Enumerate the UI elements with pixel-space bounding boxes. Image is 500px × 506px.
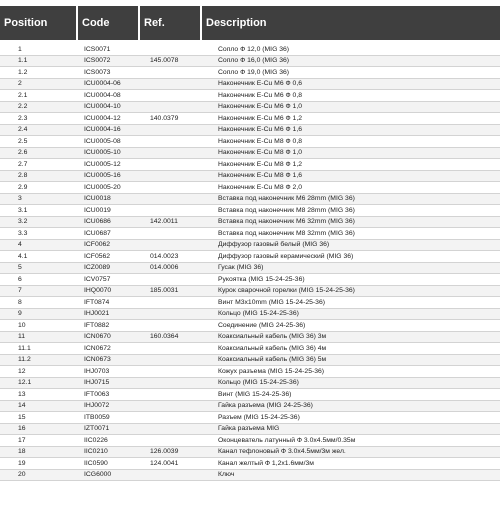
- table-row: [0, 113, 500, 125]
- cell-code: ICU0004-16: [84, 126, 121, 134]
- cell-position: 3: [18, 195, 22, 203]
- table-row: [0, 389, 500, 401]
- cell-description: Вставка под наконечник M6 32mm (MIG 36): [218, 218, 355, 226]
- table-row: [0, 217, 500, 229]
- cell-code: ICS0071: [84, 45, 111, 53]
- cell-code: IIC0590: [84, 459, 108, 467]
- cell-position: 15: [18, 413, 26, 421]
- table-row: [0, 309, 500, 321]
- table-row: [0, 447, 500, 459]
- cell-code: ICN0670: [84, 333, 111, 341]
- cell-description: Ключ: [218, 471, 235, 479]
- cell-position: 1: [18, 45, 22, 53]
- cell-position: 2.5: [18, 137, 28, 145]
- cell-description: Коаксиальный кабель (MIG 36) 5м: [218, 356, 327, 364]
- table-row: [0, 320, 500, 332]
- cell-position: 13: [18, 390, 26, 398]
- table-row: [0, 297, 500, 309]
- parts-table: [0, 6, 500, 481]
- cell-position: 20: [18, 471, 26, 479]
- cell-ref: 185.0031: [150, 287, 179, 295]
- cell-description: Оконцеватель латунный Ф 3.0x4.5мм/0.35м: [218, 436, 356, 444]
- table-row: [0, 182, 500, 194]
- table-row: [0, 470, 500, 482]
- header-code: Code: [78, 6, 140, 40]
- table-row: [0, 366, 500, 378]
- cell-position: 8: [18, 298, 22, 306]
- cell-code: ICN0673: [84, 356, 111, 364]
- table-row: [0, 159, 500, 171]
- table-row: [0, 332, 500, 344]
- cell-description: Сопло Ф 12,0 (MIG 36): [218, 45, 290, 53]
- cell-ref: 142.0011: [150, 218, 178, 226]
- cell-position: 12: [18, 367, 26, 375]
- cell-position: 7: [18, 287, 22, 295]
- cell-position: 2.6: [18, 149, 28, 157]
- cell-code: ICF0562: [84, 252, 111, 260]
- cell-position: 2.8: [18, 172, 28, 180]
- cell-code: ICU0005-12: [84, 160, 121, 168]
- cell-ref: 140.0379: [150, 114, 179, 122]
- cell-code: ICN0672: [84, 344, 111, 352]
- cell-code: IHJ0072: [84, 402, 110, 410]
- cell-description: Кольцо (MIG 15-24-25-36): [218, 379, 299, 387]
- cell-code: ICG6000: [84, 471, 112, 479]
- table-header: [0, 6, 500, 40]
- cell-code: ICU0004-10: [84, 103, 121, 111]
- cell-position: 3.2: [18, 218, 28, 226]
- cell-position: 3.3: [18, 229, 28, 237]
- cell-description: Наконечник E-Cu M8 Ф 1,0: [218, 149, 302, 157]
- cell-code: ICU0005-20: [84, 183, 121, 191]
- cell-description: Наконечник E-Cu M6 Ф 1,6: [218, 126, 302, 134]
- cell-code: ICU0004-06: [84, 80, 121, 88]
- cell-description: Гусак (MIG 36): [218, 264, 264, 272]
- cell-description: Вставка под наконечник M6 28mm (MIG 36): [218, 195, 355, 203]
- table-row: [0, 401, 500, 413]
- header-description: Description: [202, 6, 500, 40]
- cell-position: 11: [18, 333, 26, 341]
- cell-description: Канал тефлоновый Ф 3.0x4.5мм/3м жел.: [218, 448, 346, 456]
- cell-description: Рукоятка (MIG 15-24-25-36): [218, 275, 305, 283]
- table-row: [0, 424, 500, 436]
- cell-description: Вставка под наконечник M8 28mm (MIG 36): [218, 206, 355, 214]
- cell-position: 4.1: [18, 252, 28, 260]
- table-row: [0, 67, 500, 79]
- cell-code: ICU0004-08: [84, 91, 121, 99]
- table-row: [0, 263, 500, 275]
- cell-code: ICU0005-08: [84, 137, 121, 145]
- cell-description: Коаксиальный кабель (MIG 36) 4м: [218, 344, 327, 352]
- cell-code: ICU0005-16: [84, 172, 121, 180]
- table-row: [0, 435, 500, 447]
- table-row: [0, 205, 500, 217]
- header-position: Position: [0, 6, 78, 40]
- cell-description: Кольцо (MIG 15-24-25-36): [218, 310, 299, 318]
- cell-description: Наконечник E-Cu M6 Ф 0,8: [218, 91, 302, 99]
- table-row: [0, 194, 500, 206]
- cell-description: Кожух разъема (MIG 15-24-25-36): [218, 367, 325, 375]
- cell-code: IFT0882: [84, 321, 110, 329]
- table-row: [0, 274, 500, 286]
- cell-position: 2: [18, 80, 22, 88]
- cell-description: Наконечник E-Cu M6 Ф 1,2: [218, 114, 302, 122]
- cell-description: Вставка под наконечник M8 32mm (MIG 36): [218, 229, 355, 237]
- cell-code: IHJ0021: [84, 310, 110, 318]
- cell-code: IHJ0715: [84, 379, 110, 387]
- cell-code: ICU0686: [84, 218, 111, 226]
- cell-code: IFT0063: [84, 390, 110, 398]
- table-body: [0, 44, 500, 481]
- cell-code: IFT0874: [84, 298, 110, 306]
- table-row: [0, 412, 500, 424]
- cell-description: Наконечник E-Cu M6 Ф 1,0: [218, 103, 302, 111]
- cell-description: Винт (MIG 15-24-25-36): [218, 390, 292, 398]
- cell-description: Канал желтый Ф 1,2x1.6мм/3м: [218, 459, 314, 467]
- cell-description: Диффузор газовый белый (MIG 36): [218, 241, 330, 249]
- table-row: [0, 44, 500, 56]
- cell-position: 16: [18, 425, 26, 433]
- cell-position: 2.1: [18, 91, 28, 99]
- cell-ref: 014.0006: [150, 264, 179, 272]
- cell-description: Наконечник E-Cu M8 Ф 1,6: [218, 172, 302, 180]
- cell-position: 18: [18, 448, 26, 456]
- cell-code: ICU0004-12: [84, 114, 121, 122]
- cell-description: Наконечник E-Cu M8 Ф 0,8: [218, 137, 302, 145]
- cell-code: ITB0059: [84, 413, 110, 421]
- cell-position: 14: [18, 402, 26, 410]
- cell-position: 2.4: [18, 126, 28, 134]
- cell-description: Наконечник E-Cu M8 Ф 2,0: [218, 183, 302, 191]
- cell-position: 1.2: [18, 68, 28, 76]
- table-row: [0, 125, 500, 137]
- cell-description: Наконечник E-Cu M8 Ф 1,2: [218, 160, 302, 168]
- cell-code: ICU0005-10: [84, 149, 121, 157]
- table-row: [0, 171, 500, 183]
- cell-description: Сопло Ф 19,0 (MIG 36): [218, 68, 290, 76]
- cell-position: 2.3: [18, 114, 28, 122]
- cell-position: 2.7: [18, 160, 28, 168]
- table-row: [0, 79, 500, 91]
- table-row: [0, 102, 500, 114]
- cell-code: IZT0071: [84, 425, 110, 433]
- cell-description: Наконечник E-Cu M6 Ф 0,6: [218, 80, 302, 88]
- table-row: [0, 56, 500, 68]
- cell-code: IHQ0070: [84, 287, 112, 295]
- cell-code: IIC0226: [84, 436, 108, 444]
- table-row: [0, 378, 500, 390]
- cell-description: Винт M3x10mm (MIG 15-24-25-36): [218, 298, 325, 306]
- header-ref: Ref.: [140, 6, 202, 40]
- cell-position: 6: [18, 275, 22, 283]
- cell-ref: 126.0039: [150, 448, 179, 456]
- cell-code: ICS0072: [84, 57, 111, 65]
- cell-position: 9: [18, 310, 22, 318]
- cell-position: 11.1: [18, 344, 31, 352]
- cell-description: Диффузор газовый керамический (MIG 36): [218, 252, 354, 260]
- cell-ref: 124.0041: [150, 459, 179, 467]
- cell-code: ICV0757: [84, 275, 111, 283]
- cell-position: 11.2: [18, 356, 31, 364]
- table-row: [0, 343, 500, 355]
- cell-description: Сопло Ф 16,0 (MIG 36): [218, 57, 290, 65]
- cell-description: Курок сварочной горелки (MIG 15-24-25-36): [218, 287, 355, 295]
- table-row: [0, 355, 500, 367]
- cell-position: 2.9: [18, 183, 28, 191]
- table-row: [0, 148, 500, 160]
- table-row: [0, 90, 500, 102]
- cell-description: Коаксиальный кабель (MIG 36) 3м: [218, 333, 327, 341]
- cell-code: ICU0018: [84, 195, 111, 203]
- table-row: [0, 286, 500, 298]
- cell-ref: 014.0023: [150, 252, 179, 260]
- cell-ref: 145.0078: [150, 57, 179, 65]
- cell-code: ICF0062: [84, 241, 111, 249]
- cell-position: 3.1: [18, 206, 28, 214]
- table-row: [0, 458, 500, 470]
- cell-position: 4: [18, 241, 22, 249]
- cell-position: 5: [18, 264, 22, 272]
- cell-description: Соединение (MIG 24-25-36): [218, 321, 306, 329]
- table-row: [0, 136, 500, 148]
- cell-code: IHJ0703: [84, 367, 110, 375]
- cell-code: IIC0210: [84, 448, 108, 456]
- table-row: [0, 240, 500, 252]
- cell-position: 2.2: [18, 103, 28, 111]
- table-row: [0, 251, 500, 263]
- cell-description: Гайка разъема MIG: [218, 425, 280, 433]
- cell-ref: 160.0364: [150, 333, 179, 341]
- cell-position: 1.1: [18, 57, 28, 65]
- table-row: [0, 228, 500, 240]
- cell-position: 12.1: [18, 379, 32, 387]
- cell-position: 19: [18, 459, 26, 467]
- cell-position: 17: [18, 436, 26, 444]
- cell-code: ICU0687: [84, 229, 111, 237]
- cell-code: ICS0073: [84, 68, 111, 76]
- cell-description: Гайка разъема (MIG 24-25-36): [218, 402, 313, 410]
- cell-code: ICZ0089: [84, 264, 111, 272]
- cell-position: 10: [18, 321, 26, 329]
- cell-description: Разъем (MIG 15-24-25-36): [218, 413, 300, 421]
- cell-code: ICU0019: [84, 206, 111, 214]
